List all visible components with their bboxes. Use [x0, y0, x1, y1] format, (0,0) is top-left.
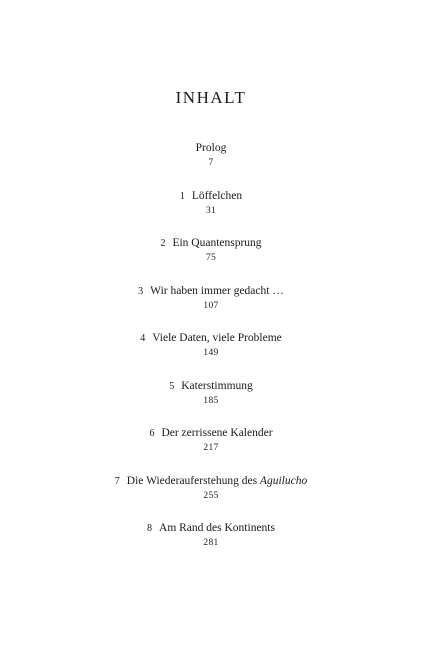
toc-entry-title: Die Wiederauferstehung des — [126, 474, 260, 487]
toc-entry-page: 255 — [203, 490, 219, 501]
toc-entry-page: 75 — [205, 253, 217, 263]
toc-entry-page: 7 — [208, 158, 214, 168]
toc-entry-title: Wir haben immer gedacht … — [150, 284, 284, 297]
toc-entry-1 — [0, 189, 422, 237]
toc-entry-page: 31 — [205, 205, 217, 216]
toc-entry-title-italic: Aguilucho — [259, 474, 308, 487]
toc-entry-4 — [0, 331, 422, 379]
toc-entry-prolog — [0, 141, 422, 189]
toc-entry-line — [0, 426, 422, 441]
toc-entry-line — [0, 474, 422, 489]
toc-entry-number: 2 — [160, 238, 166, 249]
toc-entry-line — [0, 521, 422, 536]
toc-heading: INHALT — [175, 88, 247, 107]
toc-entry-title: Löffelchen — [191, 189, 243, 202]
toc-entry-5 — [0, 379, 422, 427]
toc-entry-line — [0, 236, 422, 251]
toc-entry-page: 149 — [203, 348, 219, 358]
toc-list — [0, 141, 422, 569]
toc-entry-line — [0, 331, 422, 346]
toc-entry-line — [0, 284, 422, 299]
toc-entry-8 — [0, 521, 422, 569]
toc-entry-6 — [0, 426, 422, 474]
toc-entry-7 — [0, 474, 422, 522]
toc-entry-page: 217 — [203, 443, 219, 453]
toc-entry-number: 7 — [114, 475, 120, 487]
toc-entry-page: 185 — [203, 395, 219, 406]
toc-entry-title: Viele Daten, viele Probleme — [152, 332, 282, 344]
toc-entry-line — [0, 189, 422, 204]
toc-entry-title: Katerstimmung — [181, 379, 253, 392]
toc-entry-number: 1 — [179, 190, 185, 202]
toc-entry-3 — [0, 284, 422, 332]
toc-entry-title: Prolog — [195, 142, 227, 154]
toc-entry-number: 6 — [149, 428, 155, 439]
toc-entry-title: Der zerrissene Kalender — [161, 427, 273, 439]
toc-entry-number: 8 — [147, 523, 153, 534]
toc-entry-title: Am Rand des Kontinents — [159, 522, 275, 534]
toc-entry-number: 3 — [138, 285, 144, 297]
toc-entry-2 — [0, 236, 422, 284]
toc-entry-number: 5 — [169, 380, 175, 392]
toc-entry-title: Ein Quantensprung — [172, 237, 262, 249]
toc-entry-line — [0, 141, 422, 156]
toc-entry-number: 4 — [140, 333, 146, 344]
toc-entry-page: 107 — [203, 300, 219, 311]
toc-entry-line — [0, 379, 422, 394]
toc-entry-page: 281 — [203, 538, 219, 548]
